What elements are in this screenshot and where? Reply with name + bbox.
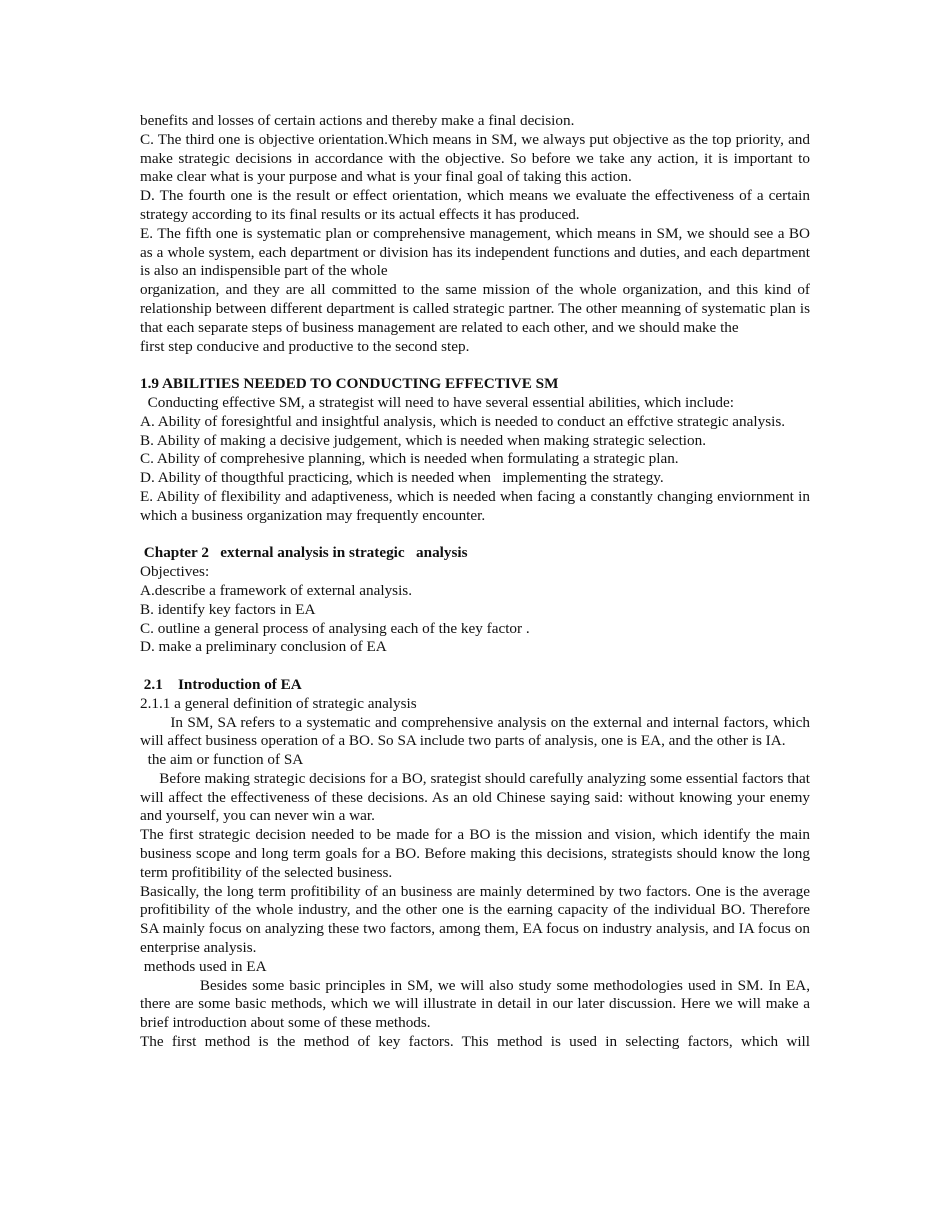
paragraph: In SM, SA refers to a systematic and comprehensive analysis on the external and internal factors, which will affect business operation of a BO. So SA include two parts of analysis, one is EA, and the other is IA. xyxy=(140,713,814,750)
list-item: A.describe a framework of external analysis. xyxy=(140,581,412,599)
paragraph: Objectives: xyxy=(140,563,210,581)
paragraph: E. The fifth one is systematic plan or comprehensive management, which means in SM, we should see a BO as a whole system, each department or division has its independent functions and duties, and each department is also an indispensible part of the whole xyxy=(140,224,810,280)
section-heading-2-1: 2.1 Introduction of EA xyxy=(140,675,302,693)
paragraph: organization, and they are all committed to the same mission of the whole organization, and this kind of relationship between different department is called strategic partner. The other meanning of systematic plan is that each separate steps of business management are related to each other, and we should make the xyxy=(140,281,810,336)
blank-line xyxy=(140,657,810,676)
section-heading-1-9: 1.9 ABILITIES NEEDED TO CONDUCTING EFFECTIVE SM xyxy=(140,375,559,393)
list-item: D. make a preliminary conclusion of EA xyxy=(140,638,387,656)
list-item: C. outline a general process of analysing each of the key factor . xyxy=(140,619,530,637)
paragraph: Conducting effective SM, a strategist will need to have several essential abilities, which include: xyxy=(140,393,734,411)
paragraph: benefits and losses of certain actions and thereby make a final decision. xyxy=(140,112,575,129)
subsection-heading: the aim or function of SA xyxy=(140,751,304,769)
document-page xyxy=(140,112,814,1052)
list-item: B. identify key factors in EA xyxy=(140,600,316,618)
paragraph: Before making strategic decisions for a BO, srategist should carefully analyzing some essential factors that will affect the effectiveness of these decisions. As an old Chinese saying said: without knowing your enemy and yourself, you can never win a war. xyxy=(140,769,814,825)
paragraph: E. Ability of flexibility and adaptiveness, which is needed when facing a constantly changing enviornment in which a business organization may frequently encounter. xyxy=(140,487,810,524)
subsection-heading: methods used in EA xyxy=(140,957,267,975)
chapter-heading: Chapter 2 external analysis in strategic analysis xyxy=(140,544,468,562)
paragraph: The first method is the method of key factors. This method is used in selecting factors, which will xyxy=(140,1033,810,1051)
paragraph: Besides some basic principles in SM, we will also study some methodologies used in SM. In EA, there are some basic methods, which we will illustrate in detail in our later discussion. Here we will make a brief introduction about some of these methods. xyxy=(140,976,814,1032)
paragraph: first step conducive and productive to the second step. xyxy=(140,337,470,355)
paragraph: C. Ability of comprehesive planning, which is needed when formulating a strategic plan. xyxy=(140,450,679,468)
paragraph: B. Ability of making a decisive judgement, which is needed when making strategic selection. xyxy=(140,431,707,449)
subsection-heading: 2.1.1 a general definition of strategic analysis xyxy=(140,694,417,712)
paragraph: Basically, the long term profitibility of an business are mainly determined by two factors. One is the average profitibility of the whole industry, and the other one is the earning capacity of the individual BO. Therefore SA mainly focus on analyzing these two factors, among them, EA focus on industry analysis, and IA focus on enterprise analysis. xyxy=(140,882,810,957)
paragraph: C. The third one is objective orientation.Which means in SM, we always put objective as the top priority, and make strategic decisions in accordance with the objective. So before we take any action, it is important to make clear what is your purpose and what is your final goal of taking this action. xyxy=(140,130,810,186)
paragraph: A. Ability of foresightful and insightful analysis, which is needed to conduct an effctive strategic analysis. xyxy=(140,412,786,430)
paragraph: D. Ability of thougthful practicing, which is needed when implementing the strategy. xyxy=(140,469,664,487)
paragraph: D. The fourth one is the result or effect orientation, which means we evaluate the effectiveness of a certain strategy according to its final results or its actual effects it has produced. xyxy=(140,187,810,223)
blank-line xyxy=(140,526,810,545)
blank-line xyxy=(140,356,810,375)
paragraph: The first strategic decision needed to be made for a BO is the mission and vision, which identify the main business scope and long term goals for a BO. Before making this decisions, strategists should know the long term profitibility of the selected business. xyxy=(140,826,810,881)
